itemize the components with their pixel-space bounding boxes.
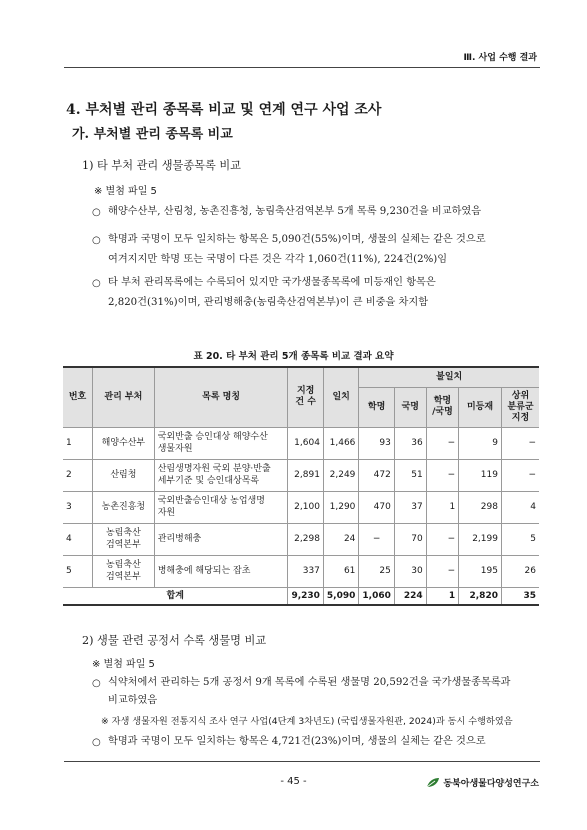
bullet-icon: ○: [92, 278, 101, 289]
cell-sci: 25: [359, 555, 394, 587]
section-heading: 4. 부처별 관리 종목록 비교 및 연계 연구 사업 조사: [66, 102, 382, 118]
cell-sci-kor: −: [426, 427, 459, 459]
bullet-icon: ○: [92, 678, 101, 689]
sub1-title: 1) 타 부처 관리 생물종목록 비교: [82, 159, 241, 172]
table-caption: 표 20. 타 부처 관리 5개 종목록 비교 결과 요약: [193, 351, 394, 362]
cell-upper: 4: [501, 491, 539, 523]
running-header: Ⅲ. 사업 수행 결과: [463, 53, 537, 63]
cell-match: 2,249: [323, 459, 358, 491]
cell-sci-kor: −: [426, 555, 459, 587]
cell-designated: 2,100: [288, 491, 323, 523]
total-match: 5,090: [323, 587, 358, 605]
page-number: - 45 -: [280, 776, 307, 787]
cell-no: 2: [63, 459, 93, 491]
cell-kor: 36: [394, 427, 426, 459]
cell-dept: 농림축산 검역본부: [93, 523, 155, 555]
cell-upper: −: [501, 427, 539, 459]
cell-unlisted: 2,199: [459, 523, 502, 555]
cell-sci-kor: −: [426, 459, 459, 491]
cell-upper: −: [501, 459, 539, 491]
header-designated: 지정 건 수: [288, 367, 323, 427]
cell-upper: 5: [501, 523, 539, 555]
header-unlisted: 미등재: [459, 387, 502, 427]
cell-dept: 산림청: [93, 459, 155, 491]
sub2-title: 2) 생물 관련 공정서 수록 생물명 비교: [82, 634, 267, 647]
total-unlisted: 2,820: [459, 587, 502, 605]
cell-designated: 2,298: [288, 523, 323, 555]
cell-no: 1: [63, 427, 93, 459]
cell-kor: 70: [394, 523, 426, 555]
cell-match: 61: [323, 555, 358, 587]
header-upper-taxon: 상위 분류군 지정: [501, 387, 539, 427]
organization-name: 동북아생물다양성연구소: [443, 779, 539, 789]
cell-designated: 1,604: [288, 427, 323, 459]
sub2-paragraph-1-line-2: 비교하였음: [108, 695, 158, 706]
header-no: 번호: [63, 367, 93, 427]
bullet-icon: ○: [92, 207, 101, 218]
total-upper: 35: [501, 587, 539, 605]
cell-no: 3: [63, 491, 93, 523]
table-row: [63, 491, 539, 523]
cell-designated: 337: [288, 555, 323, 587]
sub1-paragraph-3-line-2: 2,820건(31%)이며, 관리병해충(농림축산검역본부)이 큰 비중을 차지함: [108, 297, 429, 308]
sub2-reference-note: ※ 자생 생물자원 전통지식 조사 연구 사업(4단계 3차년도) (국립생물자원관, 2024)과 동시 수행하였음: [101, 716, 513, 727]
cell-list: 산림생명자원 국외 분양·반출 세부기준 및 승인대상목록: [154, 459, 288, 491]
total-designated: 9,230: [288, 587, 323, 605]
header-rule: [64, 67, 540, 68]
sub1-paragraph-3-line-1: 타 부처 관리목록에는 수록되어 있지만 국가생물종목록에 미등재인 항목은: [108, 277, 436, 288]
leaf-logo-icon: [426, 777, 440, 789]
sub1-paragraph-2-line-1: 학명과 국명이 모두 일치하는 항목은 5,090건(55%)이며, 생물의 실체는 같은 것으로: [108, 234, 486, 245]
cell-sci-kor: 1: [426, 491, 459, 523]
table-row: [63, 523, 539, 555]
total-label: 합계: [63, 587, 288, 605]
header-sci: 학명: [359, 387, 394, 427]
cell-kor: 51: [394, 459, 426, 491]
cell-unlisted: 119: [459, 459, 502, 491]
bullet-icon: ○: [92, 235, 101, 246]
cell-list: 국외반출승인대상 농업생명 자원: [154, 491, 288, 523]
cell-upper: 26: [501, 555, 539, 587]
cell-designated: 2,891: [288, 459, 323, 491]
cell-match: 1,466: [323, 427, 358, 459]
table-total-row: [63, 587, 539, 605]
footer-rule: [64, 761, 540, 762]
organization-footer: [426, 776, 539, 789]
header-match: 일치: [323, 367, 358, 427]
table-row: [63, 555, 539, 587]
total-sci: 1,060: [359, 587, 394, 605]
bullet-icon: ○: [92, 737, 101, 748]
cell-unlisted: 195: [459, 555, 502, 587]
cell-unlisted: 9: [459, 427, 502, 459]
cell-sci: 472: [359, 459, 394, 491]
cell-unlisted: 298: [459, 491, 502, 523]
cell-dept: 농촌진흥청: [93, 491, 155, 523]
cell-list: 병해충에 해당되는 잡초: [154, 555, 288, 587]
cell-dept: 농림축산 검역본부: [93, 555, 155, 587]
sub1-paragraph-1: 해양수산부, 산림청, 농촌진흥청, 농림축산검역본부 5개 목록 9,230건을 비교하였음: [108, 206, 482, 217]
header-kor: 국명: [394, 387, 426, 427]
subsection-heading: 가. 부처별 관리 종목록 비교: [72, 127, 233, 142]
cell-dept: 해양수산부: [93, 427, 155, 459]
header-dept: 관리 부처: [93, 367, 155, 427]
cell-no: 4: [63, 523, 93, 555]
total-kor: 224: [394, 587, 426, 605]
cell-list: 관리병해충: [154, 523, 288, 555]
header-mismatch: 불일치: [359, 367, 539, 387]
sub1-attachment-note: ※ 별첨 파일 5: [94, 186, 157, 197]
sub2-attachment-note: ※ 별첨 파일 5: [92, 659, 155, 670]
table-row: [63, 459, 539, 491]
table-row: [63, 427, 539, 459]
cell-list: 국외반출 승인대상 해양수산 생물자원: [154, 427, 288, 459]
cell-sci: 470: [359, 491, 394, 523]
total-sci-kor: 1: [426, 587, 459, 605]
cell-match: 24: [323, 523, 358, 555]
cell-no: 5: [63, 555, 93, 587]
cell-kor: 37: [394, 491, 426, 523]
sub2-paragraph-1-line-1: 식약처에서 관리하는 5개 공정서 9개 목록에 수록된 생물명 20,592건을 국가생물종목록과: [108, 677, 511, 688]
cell-match: 1,290: [323, 491, 358, 523]
cell-kor: 30: [394, 555, 426, 587]
cell-sci: 93: [359, 427, 394, 459]
header-list-name: 목록 명칭: [154, 367, 288, 427]
sub2-paragraph-2-line-1: 학명과 국명이 모두 일치하는 항목은 4,721건(23%)이며, 생물의 실체는 같은 것으로: [108, 736, 486, 747]
sub1-paragraph-2-line-2: 여겨지지만 학명 또는 국명이 다른 것은 각각 1,060건(11%), 224건(2%)임: [108, 254, 448, 265]
cell-sci: −: [359, 523, 394, 555]
cell-sci-kor: −: [426, 523, 459, 555]
summary-table: [63, 366, 539, 606]
header-sci-kor: 학명 /국명: [426, 387, 459, 427]
